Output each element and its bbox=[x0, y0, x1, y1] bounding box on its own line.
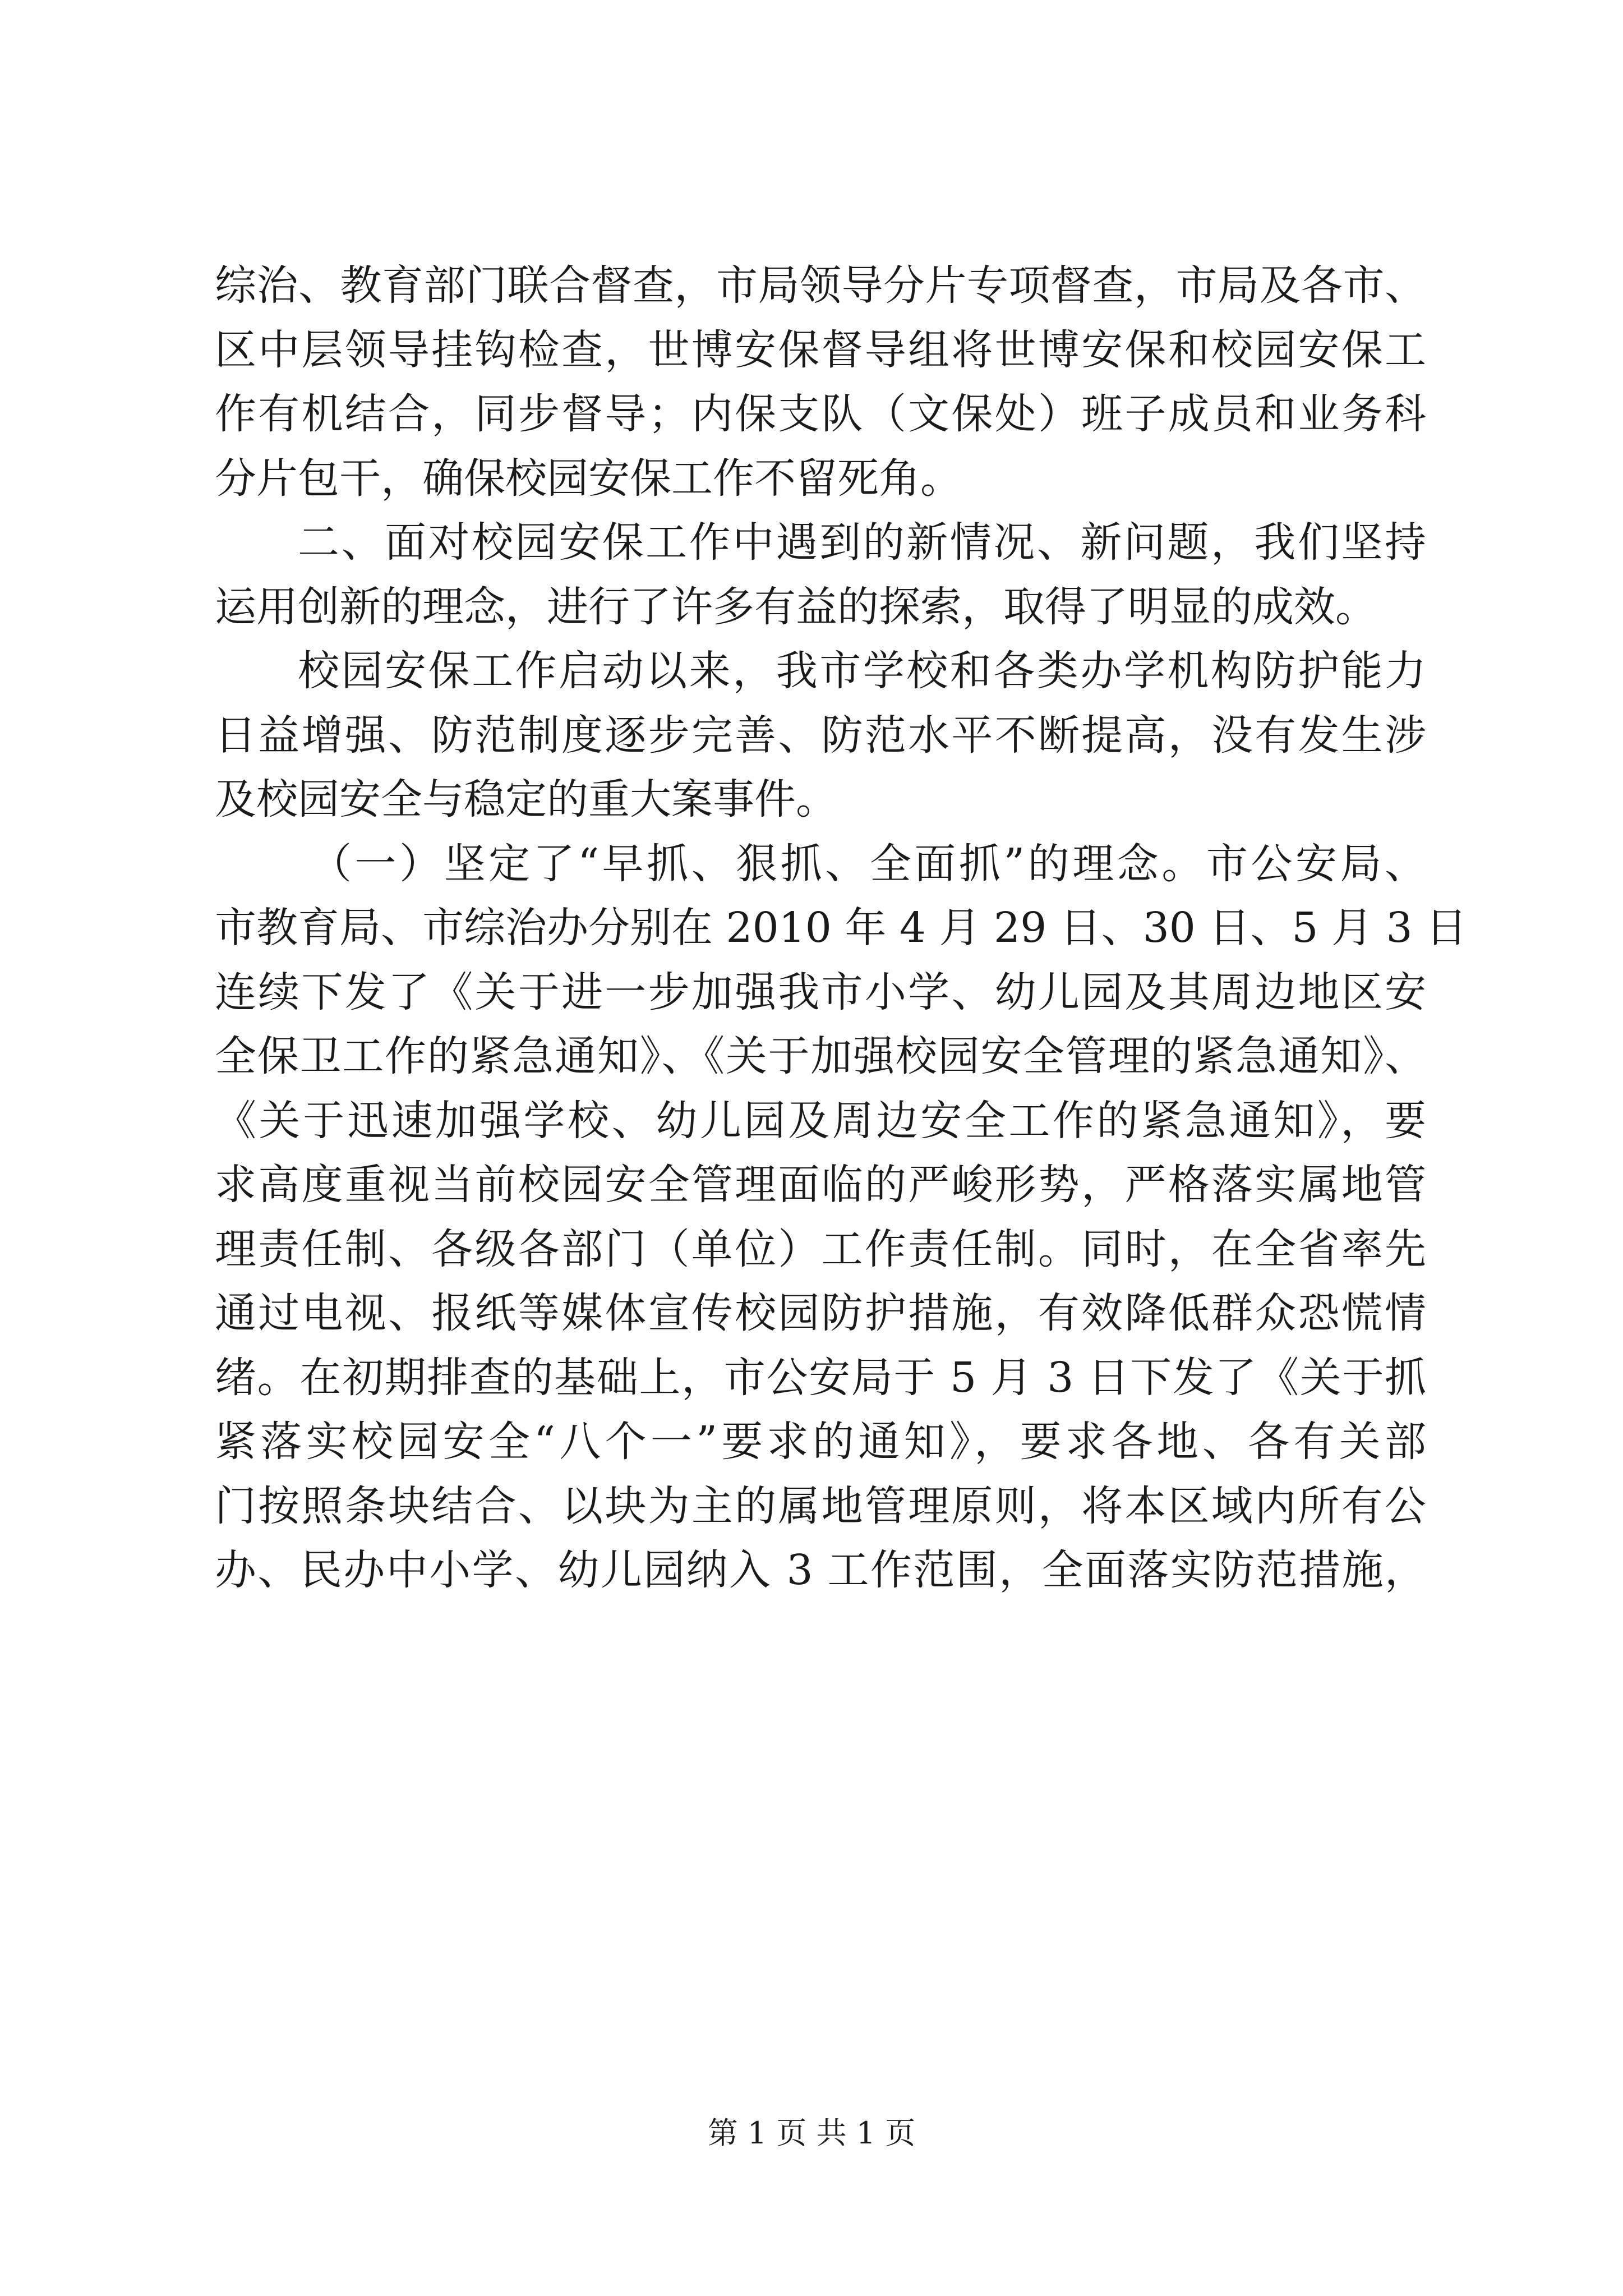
text-line: 二、面对校园安保工作中遇到的新情况、新问题，我们坚持 bbox=[298, 518, 1426, 567]
text-line: （一）坚定了“早抓、狠抓、全面抓”的理念。市公安局、 bbox=[310, 839, 1426, 888]
text-line: 《关于迅速加强学校、幼儿园及周边安全工作的紧急通知》，要 bbox=[215, 1096, 1426, 1145]
text-line: 绪。在初期排查的基础上，市公安局于 5 月 3 日下发了《关于抓 bbox=[215, 1353, 1426, 1402]
text-line: 区中层领导挂钩检查，世博安保督导组将世博安保和校园安保工 bbox=[215, 325, 1426, 374]
text-line: 作有机结合，同步督导；内保支队（文保处）班子成员和业务科 bbox=[215, 390, 1426, 438]
text-line: 及校园安全与稳定的重大案事件。 bbox=[215, 775, 837, 823]
text-line: 办、民办中小学、幼儿园纳入 3 工作范围，全面落实防范措施， bbox=[215, 1546, 1426, 1594]
text-line: 分片包干，确保校园安保工作不留死角。 bbox=[215, 454, 962, 503]
text-line: 校园安保工作启动以来，我市学校和各类办学机构防护能力 bbox=[298, 647, 1426, 695]
document-body bbox=[215, 254, 1468, 1603]
page-footer bbox=[0, 2109, 1623, 2152]
text-line: 市教育局、市综治办分别在 2010 年 4 月 29 日、30 日、5 月 3 日 bbox=[215, 904, 1468, 952]
text-line: 紧落实校园安全“八个一”要求的通知》，要求各地、各有关部 bbox=[215, 1418, 1426, 1466]
text-line: 理责任制、各级各部门（单位）工作责任制。同时，在全省率先 bbox=[215, 1225, 1426, 1273]
text-line: 门按照条块结合、以块为主的属地管理原则，将本区域内所有公 bbox=[215, 1481, 1426, 1530]
text-line: 运用创新的理念，进行了许多有益的探索，取得了明显的成效。 bbox=[215, 582, 1377, 631]
text-line: 求高度重视当前校园安全管理面临的严峻形势，严格落实属地管 bbox=[215, 1161, 1426, 1209]
text-line: 全保卫工作的紧急通知》、《关于加强校园安全管理的紧急通知》、 bbox=[215, 1032, 1426, 1080]
page-number: 第 1 页 共 1 页 bbox=[707, 2115, 916, 2151]
text-line: 连续下发了《关于进一步加强我市小学、幼儿园及其周边地区安 bbox=[215, 968, 1426, 1016]
text-line: 综治、教育部门联合督查，市局领导分片专项督查，市局及各市、 bbox=[215, 261, 1426, 310]
text-line: 日益增强、防范制度逐步完善、防范水平不断提高，没有发生涉 bbox=[215, 711, 1426, 760]
text-line: 通过电视、报纸等媒体宣传校园防护措施，有效降低群众恐慌情 bbox=[215, 1289, 1426, 1337]
